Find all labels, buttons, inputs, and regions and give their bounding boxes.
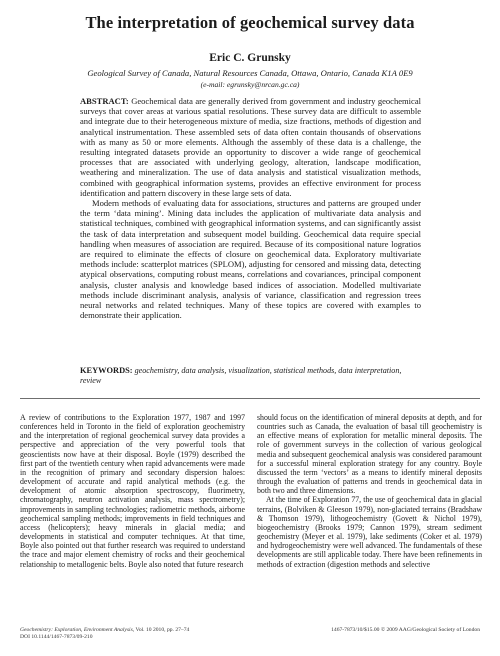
author-name: Eric C. Grunsky	[209, 52, 291, 64]
footer-citation	[20, 627, 260, 642]
author-affiliation: Geological Survey of Canada, Natural Resources Canada, Ottawa, Ontario, Canada K1A 0E9	[87, 68, 413, 78]
keywords-text: geochemistry, data analysis, visualization, statistical methods, data interpretation, review	[80, 366, 402, 386]
footer-copyright: 1467-7873/10/$15.00 © 2009 AAG/Geological Society of London	[331, 627, 480, 633]
section-divider	[20, 398, 480, 399]
abstract-heading: ABSTRACT:	[80, 96, 129, 106]
abstract-paragraph-2: Modern methods of evaluating data for associations, structures and patterns are grouped under the term ‘data mining’. Mining data includes the application of multivariate data analysis and statistical techniques, combined with geographical information systems, and can significantly assist the task of data interpretation and subsequent model building. Geochemical data require special handling when measures of association are required. Because of its compositional nature logratios are required to eliminate the effects of closure on geochemical data. Exploratory multivariate methods include: scatterplot matrices (SPLOM), adjusting for censored and missing data, detecting atypical observations, computing robust means, correlations and covariances, principal component analysis, cluster analysis and knowledge based indices of association. Modelled multivariate methods include discriminant analysis, analysis of variance, classification and regression trees neural networks and related techniques. Many of these topics are covered with examples to demonstrate their application.	[80, 198, 421, 321]
doi: DOI 10.1144/1467-7873/09-210	[20, 634, 93, 641]
body-paragraph: At the time of Exploration 77, the use of geochemical data in glacial terrains, (Bolviken & Gleeson 1979), non-glaciated terrains (Bradshaw & Thomson 1979), lithogeochemistry (Govett & Nichol 1979), biogeochemistry (Brooks 1979; Cannon 1979), stream sediment geochemistry (Meyer et al. 1979), lake sediments (Coker et al. 1979) and hydrogeochemistry were well advanced. The fundamentals of these developments are still applicable today. There have been refinements in methods of extraction (digestion methods and selective	[257, 495, 482, 569]
author-email: (e-mail: egrunsky@nrcan.gc.ca)	[200, 80, 300, 89]
body-paragraph: should focus on the identification of mineral deposits at depth, and for countries such as Canada, the evaluation of basal till geochemistry is an effective means of exploration for metallic mineral deposits. The role of government surveys in the collection of various geological media and subsequent geochemical analysis was considered paramount for a successful mineral exploration strategy for any country. Boyle discussed the term ‘vectors’ as a means to identify mineral deposits through the evaluation of patterns and trends in geochemical data in both two and three dimensions.	[257, 413, 482, 496]
keywords-heading: KEYWORDS:	[80, 366, 133, 375]
abstract	[80, 96, 421, 320]
journal-name: Geochemistry: Exploration, Environment Analysis,	[20, 627, 135, 633]
body-paragraph: A review of contributions to the Exploration 1977, 1987 and 1997 conferences held in Toronto in the field of exploration geochemistry and the interpretation of regional geochemical survey data provides a perspective and appreciation of the very powerful tools that geoscientists now have at their disposal. Boyle (1979) described the first part of the twentieth century when rapid advancements were made in the recognition of primary and secondary dispersion haloes: development of accurate and rapid analytical methods (e.g. the development of atomic absorption spectroscopy, fluorimetry, chromatography, neutron activation analysis, mass spectrometry); improvements in sampling technologies; radiometric methods, airborne geochemical sampling methods; improvements in field techniques and access (helicopters); heavy minerals in glacial media; and developments in statistical and computer techniques. At that time, Boyle also pointed out that further research was required to understand the trace and major element chemistry of rocks and their geochemical relationship to metallogenic belts. Boyle also noted that future research	[20, 413, 245, 569]
body-column-right	[257, 413, 482, 569]
paper-title: The interpretation of geochemical survey data	[85, 13, 415, 32]
abstract-paragraph-1	[80, 96, 421, 198]
volume-pages: Vol. 10 2010, pp. 27–74	[135, 627, 190, 633]
body-column-left	[20, 413, 245, 569]
keywords	[80, 366, 421, 386]
abstract-text-1: Geochemical data are generally derived from government and industry geochemical surveys that cover areas at various spatial resolutions. These survey data are difficult to assemble and integrate due to their heterogeneous mixture of media, size fractions, methods of digestion and analytical instrumentation. These assembled sets of data often contain thousands of observations with as many as 50 or more elements. Although the assembly of these data is a challenge, the resulting integrated datasets provide an opportunity to discover a wide range of geochemical processes that are associated with underlying geology, alteration, landscape modification, weathering and mineralization. The use of data analysis and statistical visualization methods, combined with geographical information systems, provides an effective environment for process identification and pattern discovery in these large sets of data.	[80, 96, 422, 198]
